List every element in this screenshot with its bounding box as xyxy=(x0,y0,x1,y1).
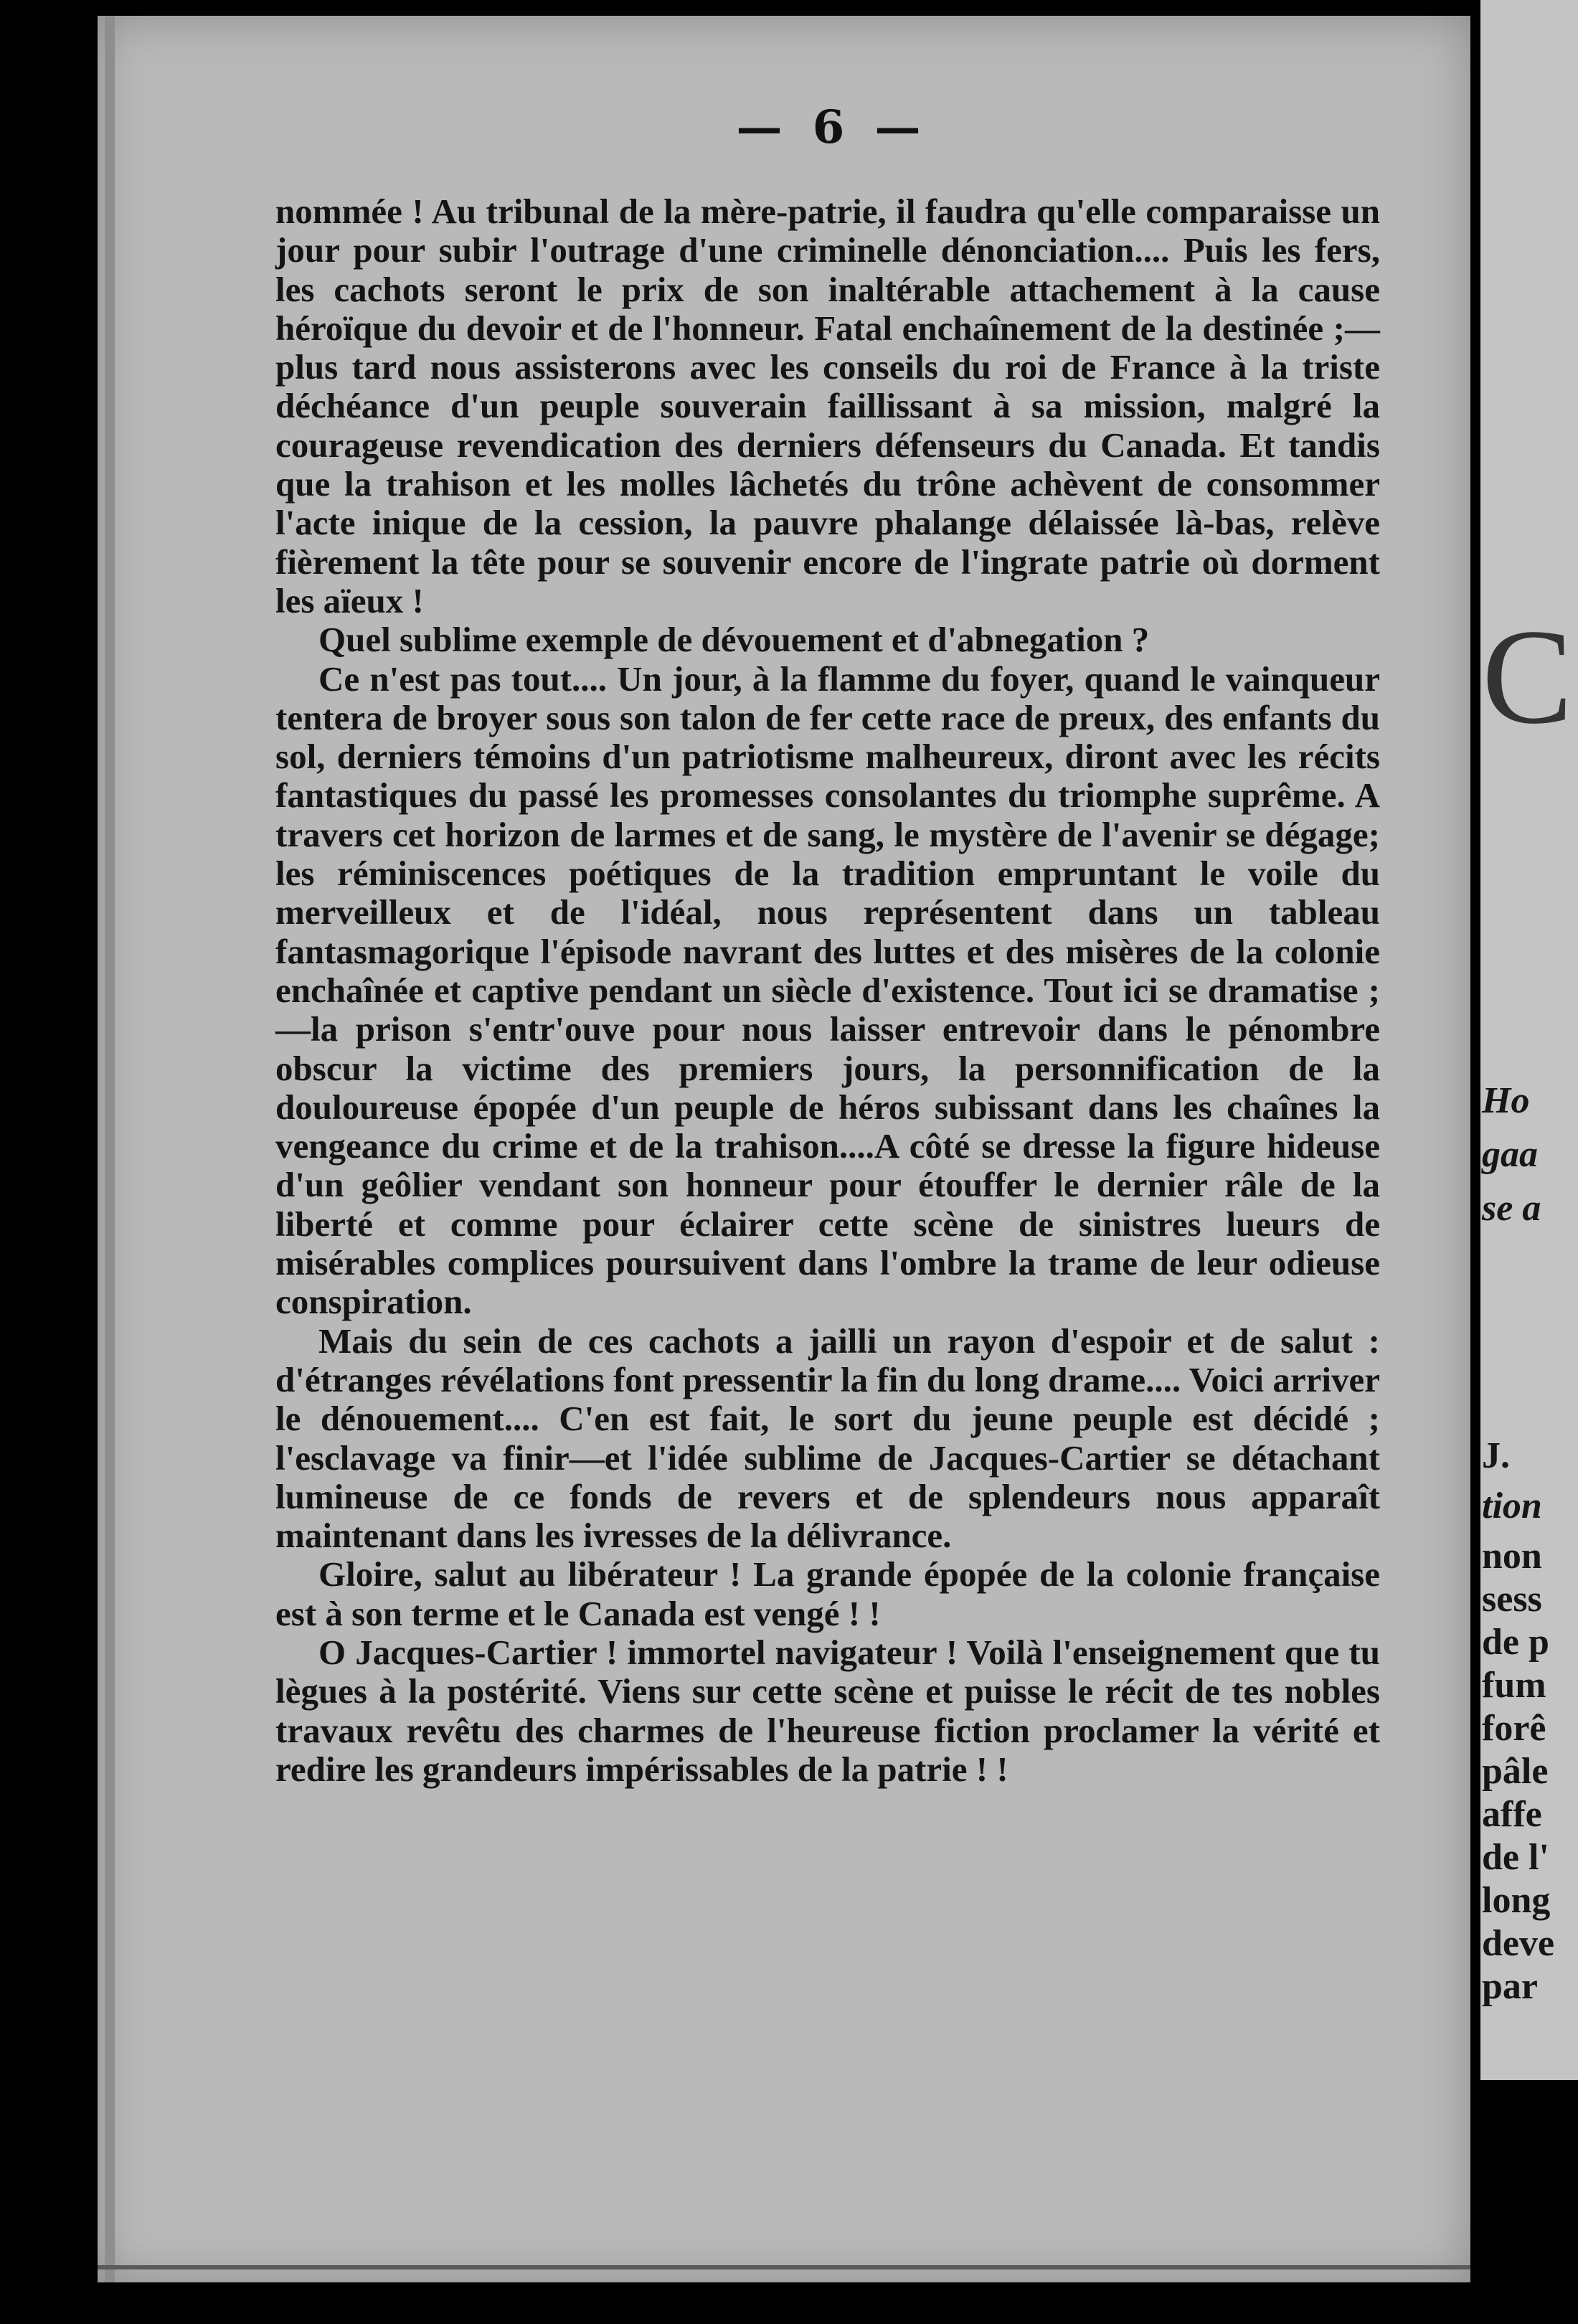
adjacent-page-big-letter: C xyxy=(1482,602,1573,752)
adjacent-fragment-12: affe xyxy=(1482,1794,1542,1835)
paragraph-3: Ce n'est pas tout.... Un jour, à la flamme du foyer, quand le vainqueur tentera de broyer sous son talon de fer cette race de preux, des enfants du sol, derniers témoins d'un patriotisme malheureux, diront avec les récits fantastiques du passé les promesses consolantes du triomphe suprême. A travers cet horizon de larmes et de sang, le mystère de l'avenir se dégage; les réminiscences poétiques de la tradition empruntant le voile du merveilleux et de l'idéal, nous représentent dans un tableau fantasmagorique l'épisode navrant des luttes et des misères de la colonie enchaînée et captive pendant un siècle d'existence. Tout ici se dramatise ;—la prison s'entr'ouve pour nous laisser entrevoir dans le pénombre obscur la victime des premiers jours, la personnification de la douloureuse épopée d'un peuple de héros subissant dans les chaînes la vengeance du crime et de la trahison....A côté se dresse la figure hideuse d'un geôlier vendant son honneur pour étouffer le dernier râle de la liberté et comme pour éclairer cette scène de sinistres lueurs de misérables complices poursuivent dans l'ombre la trame de leur odieuse conspiration. xyxy=(275,658,1380,1322)
paragraph-4: Mais du sein de ces cachots a jailli un rayon d'espoir et de salut : d'étranges révélations font pressentir la fin du long drame.... Voici arriver le dénouement.... C'en est fait, le sort du jeune peuple est décidé ; l'esclavage va finir—et l'idée sublime de Jacques-Cartier se détachant lumineuse de ce fonds de revers et de splendeurs nous apparaît maintenant dans les ivresses de la délivrance. xyxy=(275,1321,1380,1556)
adjacent-fragment-14: long xyxy=(1482,1880,1551,1921)
adjacent-fragment-5: tion xyxy=(1482,1485,1542,1526)
adjacent-fragment-15: deve xyxy=(1482,1923,1555,1964)
adjacent-fragment-4: J. xyxy=(1482,1435,1510,1476)
adjacent-fragment-8: de p xyxy=(1482,1622,1549,1663)
adjacent-fragment-11: pâle xyxy=(1482,1751,1549,1792)
paragraph-6: O Jacques-Cartier ! immortel navigateur ! Voilà l'enseignement que tu lègues à la postérité. Viens sur cette scène et puisse le récit de tes nobles travaux revêtu des charmes de l'heureuse fiction proclamer la vérité et redire les grandeurs impérissables de la patrie ! ! xyxy=(275,1632,1380,1789)
paragraph-5: Gloire, salut au libérateur ! La grande épopée de la colonie française est à son terme et le Canada est vengé ! ! xyxy=(275,1554,1380,1633)
adjacent-fragment-7: sess xyxy=(1482,1579,1542,1620)
adjacent-fragment-2: gaa xyxy=(1482,1134,1538,1175)
adjacent-fragment-13: de l' xyxy=(1482,1837,1549,1878)
page-number: — 6 — xyxy=(736,100,928,154)
adjacent-fragment-6: non xyxy=(1482,1536,1542,1577)
adjacent-fragment-9: fum xyxy=(1482,1665,1546,1706)
adjacent-fragment-1: Ho xyxy=(1482,1080,1530,1121)
adjacent-fragment-3: se a xyxy=(1482,1188,1541,1229)
adjacent-fragment-16: par xyxy=(1482,1966,1538,2007)
paragraph-1: nommée ! Au tribunal de la mère-patrie, il faudra qu'elle comparaisse un jour pour subir l'outrage d'une criminelle dénonciation.... Puis les fers, les cachots seront le prix de son inaltérable attachement à la cause héroïque du devoir et de l'honneur. Fatal enchaînement de la destinée ;—plus tard nous assisterons avec les conseils du roi de France à la triste déchéance d'un peuple souverain faillissant à sa mission, malgré la courageuse revendication des derniers défenseurs du Canada. Et tandis que la trahison et les molles lâchetés du trône achèvent de consommer l'acte inique de la cession, la pauvre phalange délaissée là-bas, relève fièrement la tête pour se souvenir encore de l'ingrate patrie où dorment les aïeux ! xyxy=(275,192,1380,620)
adjacent-page-fragment xyxy=(1480,0,1578,2080)
paragraph-2: Quel sublime exemple de dévouement et d'abnegation ? xyxy=(318,620,1150,660)
body-text xyxy=(275,192,1380,1789)
adjacent-fragment-10: forê xyxy=(1482,1708,1546,1749)
